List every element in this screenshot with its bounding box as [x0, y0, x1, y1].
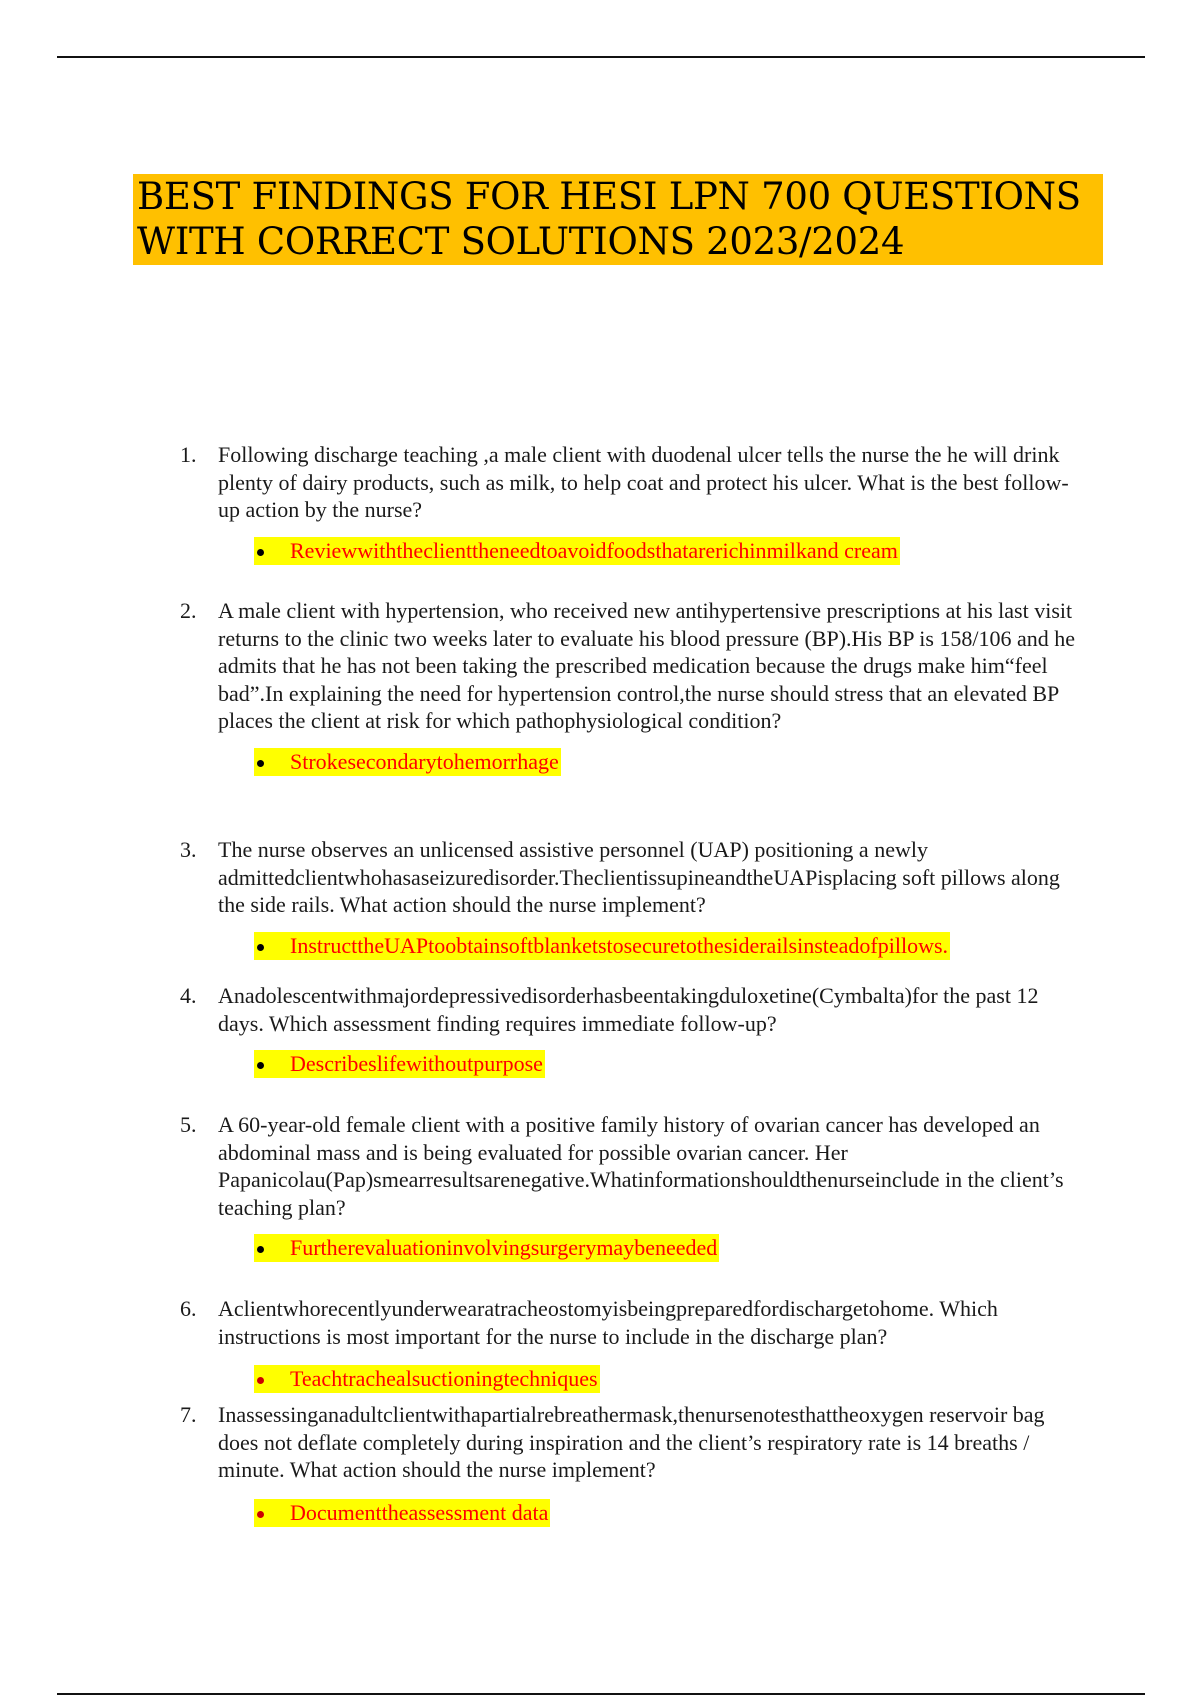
bullet-icon	[254, 1499, 290, 1527]
question-text: Inassessinganadultclientwithapartialrebreathermask,thenursenotesthattheoxygen reservoir bag does not deflate completely during inspiration and the client’s respiratory rate is 14 breaths / minute. What action should the nurse implement?	[218, 1402, 1045, 1482]
answer-text: Describeslifewithoutpurpose	[290, 1051, 543, 1076]
question-text: Anadolescentwithmajordepressivedisorderhasbeentakingduloxetine(Cymbalta)for the past 12 days. Which assessment finding requires immediate follow-up?	[218, 983, 1039, 1036]
question-text: A 60-year-old female client with a positive family history of ovarian cancer has developed an abdominal mass and is being evaluated for possible ovarian cancer. Her Papanicolau(Pap)smearresultsarenegative.Whatinformationshouldthenurseinclude in the client’s teaching plan?	[218, 1112, 1064, 1220]
document-title: BEST FINDINGS FOR HESI LPN 700 QUESTIONS WITH CORRECT SOLUTIONS 2023/2024	[137, 175, 1081, 263]
question-item	[180, 836, 1080, 958]
question-number: 2.	[180, 598, 197, 623]
question-number: 1.	[180, 442, 197, 467]
answer-text: Documenttheassessment data	[290, 1499, 549, 1525]
answer-text: Teachtrachealsuctioningtechniques	[290, 1366, 598, 1391]
question-number: 7.	[180, 1402, 197, 1427]
answer-item	[254, 744, 1080, 774]
question-item	[180, 982, 1080, 1076]
question-text: The nurse observes an unlicensed assistive personnel (UAP) positioning a newly admittedclientwhohasaseizuredisorder.TheclientissupineandtheUAPisplacing soft pillows along the side rails. What action should the nurse implement?	[218, 837, 1060, 917]
bullet-icon	[254, 1050, 290, 1078]
question-item	[180, 1111, 1080, 1260]
bullet-icon	[254, 1234, 290, 1262]
answer-text: Strokesecondarytohemorrhage	[290, 748, 559, 774]
question-item	[180, 1401, 1080, 1525]
bullet-icon	[254, 748, 290, 776]
question-item	[180, 1295, 1080, 1391]
answer-text: Reviewwiththeclienttheneedtoavoidfoodsthatarerichinmilkand cream	[290, 537, 898, 563]
question-text: Aclientwhorecentlyunderwearatracheostomyisbeingpreparedfordischargetohome. Which instructions is most important for the nurse to include in the discharge plan?	[218, 1296, 998, 1349]
question-item	[180, 597, 1080, 774]
answer-item	[254, 1046, 1080, 1076]
question-text: Following discharge teaching ,a male client with duodenal ulcer tells the nurse the he will drink plenty of dairy products, such as milk, to help coat and protect his ulcer. What is the best follow-up action by the nurse?	[218, 442, 1069, 522]
question-number: 6.	[180, 1296, 197, 1321]
answer-text: InstructtheUAPtoobtainsoftblanketstosecuretothesiderailsinsteadofpillows.	[290, 932, 949, 958]
bullet-icon	[254, 1365, 290, 1393]
bullet-icon	[254, 932, 290, 960]
bullet-icon	[254, 537, 290, 565]
answer-item	[254, 1230, 1080, 1260]
question-item	[180, 441, 1080, 563]
answer-item	[254, 928, 1080, 958]
answer-item	[254, 1361, 1080, 1391]
answer-item	[254, 533, 1080, 563]
answer-item	[254, 1495, 1080, 1525]
answer-text: Furtherevaluationinvolvingsurgerymaybeneeded	[290, 1235, 718, 1260]
question-number: 4.	[180, 983, 197, 1008]
question-number: 5.	[180, 1112, 197, 1137]
bottom-rule	[57, 1693, 1145, 1695]
question-text: A male client with hypertension, who received new antihypertensive prescriptions at his last visit returns to the clinic two weeks later to evaluate his blood pressure (BP).His BP is 158/106 and he admits that he has not been taking the prescribed medication because the drugs make him“feel bad”.In explaining the need for hypertension control,the nurse should stress that an elevated BP places the client at risk for which pathophysiological condition?	[218, 598, 1076, 733]
question-number: 3.	[180, 837, 197, 862]
